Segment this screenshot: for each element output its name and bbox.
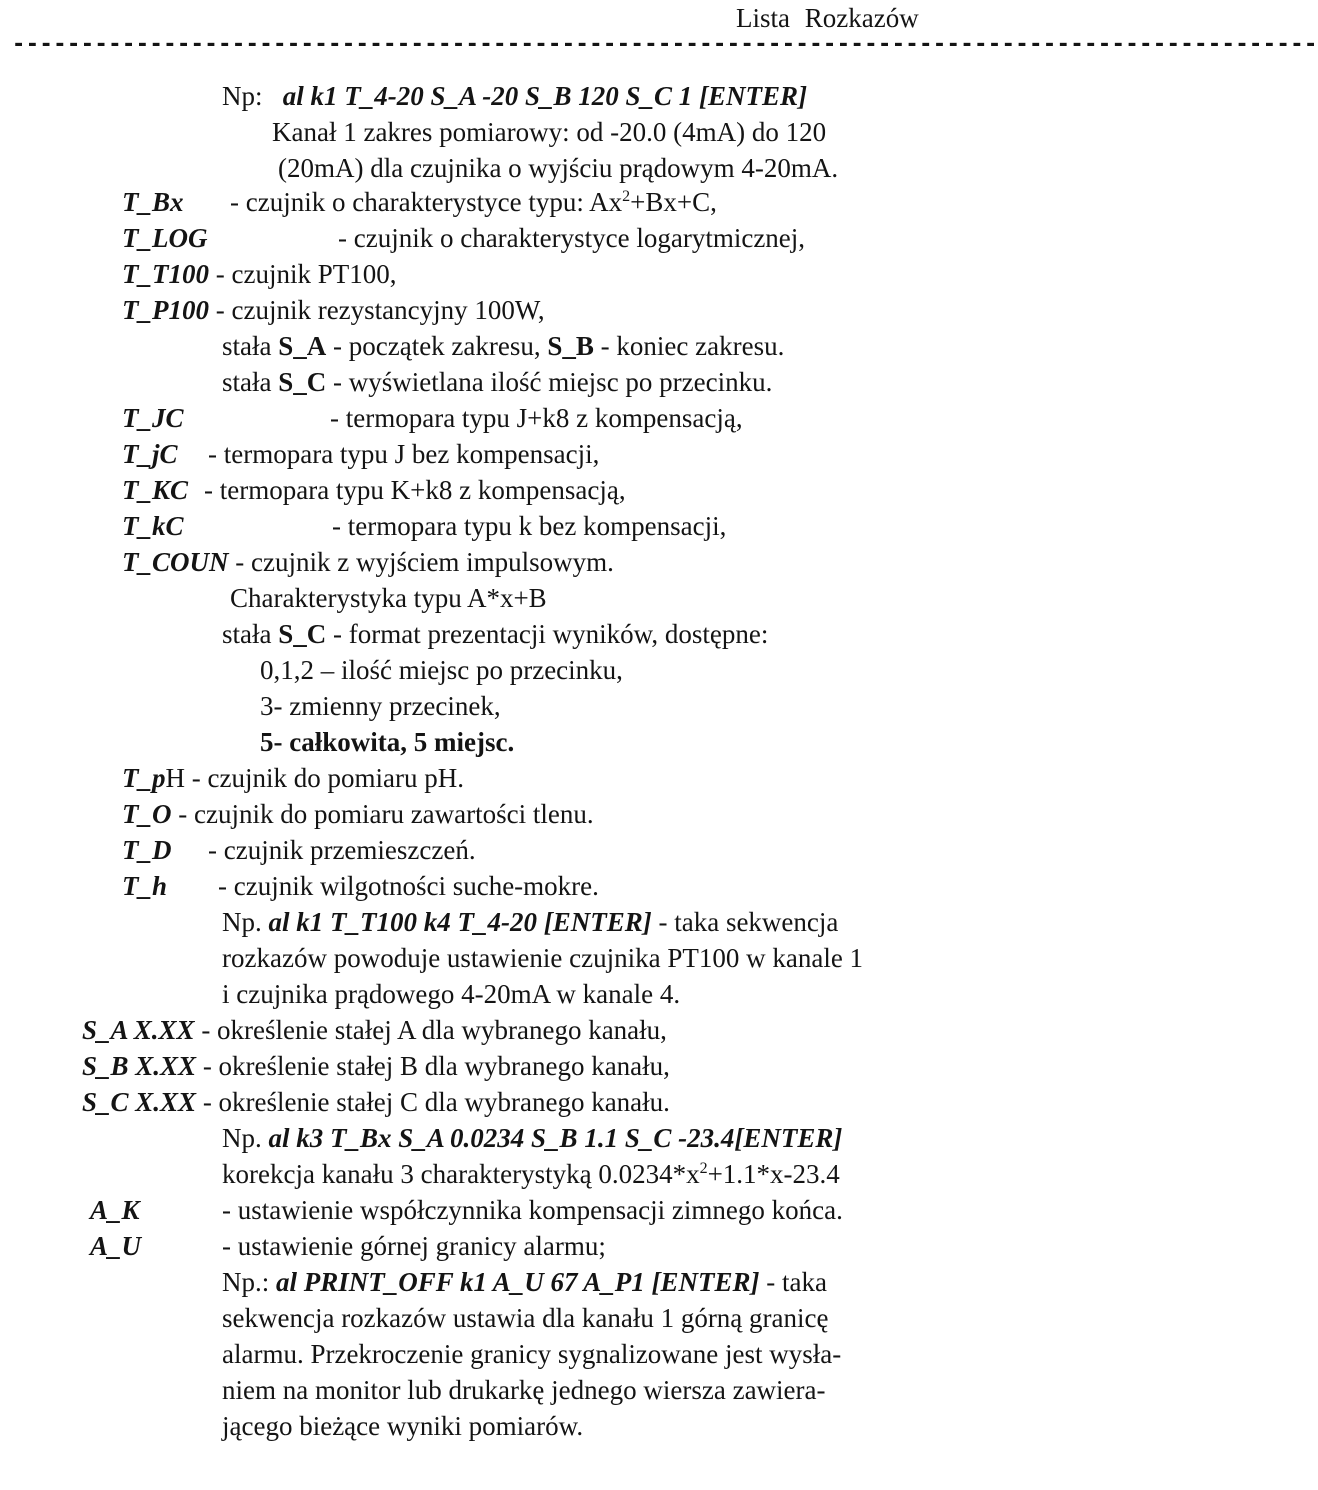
option-line: 3- zmienny przecinek, — [260, 691, 501, 721]
page-title: Lista Rozkazów — [736, 3, 919, 33]
example-line-1 — [222, 80, 807, 112]
text-line: (20mA) dla czujnika o wyjściu prądowym 4-20mA. — [278, 153, 839, 183]
command-desc: - czujnik rezystancyjny 100W, — [209, 295, 545, 325]
constant-code: S_C — [278, 367, 327, 397]
command-code: T_KC — [122, 475, 189, 505]
constant-sc — [82, 1086, 670, 1118]
command-tbx-desc — [230, 186, 717, 218]
header-divider: ----------------------------------------------------------------------------------------------- — [12, 32, 1318, 57]
command-to — [122, 798, 594, 830]
command-code: T_COUN — [122, 547, 229, 577]
command-desc: - określenie stałej A dla wybranego kanału, — [194, 1015, 667, 1045]
desc-text: stała — [222, 619, 279, 649]
option-line: 0,1,2 – ilość miejsc po przecinku, — [260, 655, 623, 685]
desc-text: stała — [222, 331, 279, 361]
command-desc: - ustawienie górnej granicy alarmu; — [222, 1231, 606, 1261]
command-code: S_C X.XX — [82, 1087, 197, 1117]
desc-text: - wyświetlana ilość miejsc po przecinku. — [326, 367, 773, 397]
command-desc: - czujnik przemieszczeń. — [208, 835, 476, 865]
command-tt100 — [122, 258, 396, 290]
desc-text: - koniec zakresu. — [593, 331, 785, 361]
constant-code: S_C — [278, 619, 327, 649]
desc-text: stała — [222, 367, 279, 397]
command-desc: - czujnik do pomiaru pH. — [185, 763, 464, 793]
text-line: jącego bieżące wyniki pomiarów. — [222, 1411, 584, 1441]
command-code: T_P100 — [122, 295, 209, 325]
command-desc: - określenie stałej C dla wybranego kanału. — [196, 1087, 670, 1117]
command-desc: - termopara typu k bez kompensacji, — [332, 511, 727, 541]
command-tbx — [122, 186, 184, 218]
command-code: T_h — [122, 871, 168, 901]
constant-code: S_B — [547, 331, 594, 361]
example-line-2 — [222, 906, 838, 938]
example-prefix: Np.: — [222, 1267, 276, 1297]
desc-text: - format prezentacji wyników, dostępne: — [326, 619, 769, 649]
example-command: al PRINT_OFF k1 A_U 67 A_P1 [ENTER] — [276, 1267, 760, 1297]
command-desc: - czujnik o charakterystyce logarytmicznej, — [338, 223, 806, 253]
desc-text: +1.1*x-23.4 — [707, 1159, 840, 1189]
option-line: 5- całkowita, 5 miejsc. — [260, 727, 515, 757]
constant-line — [222, 366, 772, 398]
example-prefix: Np. — [222, 907, 269, 937]
command-code-suffix: H — [165, 763, 185, 793]
example-command: al k1 T_4-20 S_A -20 S_B 120 S_C 1 [ENTER] — [282, 81, 808, 111]
constant-line — [222, 330, 784, 362]
command-code: T_Bx — [122, 187, 184, 217]
desc-text: korekcja kanału 3 charakterystyką 0.0234*x — [222, 1159, 700, 1189]
command-code: T_jC — [122, 439, 178, 469]
command-desc: - termopara typu K+k8 z kompensacją, — [204, 475, 626, 505]
command-tph — [122, 762, 464, 794]
command-code: S_A X.XX — [82, 1015, 195, 1045]
text-line — [222, 1158, 840, 1190]
desc-text: - taka — [759, 1267, 828, 1297]
desc-text: - początek zakresu, — [326, 331, 548, 361]
command-code: A_K — [90, 1195, 140, 1225]
example-command: al k3 T_Bx S_A 0.0234 S_B 1.1 S_C -23.4[ENTER] — [268, 1123, 843, 1153]
superscript: 2 — [699, 1160, 708, 1177]
command-code: T_D — [122, 835, 172, 865]
command-code: A_U — [90, 1231, 142, 1261]
superscript: 2 — [622, 188, 631, 205]
text-line: alarmu. Przekroczenie granicy sygnalizowane jest wysła- — [222, 1339, 842, 1369]
command-code: T_JC — [122, 403, 184, 433]
desc-text: +Bx+C, — [630, 187, 717, 217]
example-line-3 — [222, 1122, 842, 1154]
command-code: T_O — [122, 799, 172, 829]
example-prefix: Np. — [222, 1123, 269, 1153]
text-line: Charakterystyka typu A*x+B — [230, 583, 547, 613]
command-code: S_B X.XX — [82, 1051, 197, 1081]
constant-code: S_A — [278, 331, 327, 361]
text-line: sekwencja rozkazów ustawia dla kanału 1 górną granicę — [222, 1303, 829, 1333]
command-code: T_T100 — [122, 259, 209, 289]
command-tp100 — [122, 294, 545, 326]
example-prefix: Np: — [222, 81, 263, 111]
desc-text: - taka sekwencja — [651, 907, 839, 937]
constant-sb — [82, 1050, 670, 1082]
command-desc: - czujnik wilgotności suche-mokre. — [218, 871, 599, 901]
command-desc: - czujnik do pomiaru zawartości tlenu. — [171, 799, 594, 829]
text-line: Kanał 1 zakres pomiarowy: od -20.0 (4mA) do 120 — [272, 117, 827, 147]
command-desc: - czujnik z wyjściem impulsowym. — [228, 547, 614, 577]
command-code: T_kC — [122, 511, 184, 541]
command-code: T_p — [122, 763, 166, 793]
text-line: rozkazów powoduje ustawienie czujnika PT100 w kanale 1 — [222, 943, 864, 973]
command-desc: - termopara typu J+k8 z kompensacją, — [330, 403, 743, 433]
text-line: i czujnika prądowego 4-20mA w kanale 4. — [222, 979, 681, 1009]
command-desc: - ustawienie współczynnika kompensacji zimnego końca. — [222, 1195, 843, 1225]
example-line-4 — [222, 1266, 827, 1298]
example-command: al k1 T_T100 k4 T_4-20 [ENTER] — [268, 907, 652, 937]
constant-sa — [82, 1014, 667, 1046]
command-desc: - określenie stałej B dla wybranego kanału, — [196, 1051, 670, 1081]
text-line: niem na monitor lub drukarkę jednego wiersza zawiera- — [222, 1375, 826, 1405]
constant-line — [222, 618, 768, 650]
command-desc: - termopara typu J bez kompensacji, — [208, 439, 600, 469]
command-code: T_LOG — [122, 223, 208, 253]
command-tcoun — [122, 546, 614, 578]
desc-text: - czujnik o charakterystyce typu: Ax — [230, 187, 623, 217]
command-desc: - czujnik PT100, — [209, 259, 397, 289]
